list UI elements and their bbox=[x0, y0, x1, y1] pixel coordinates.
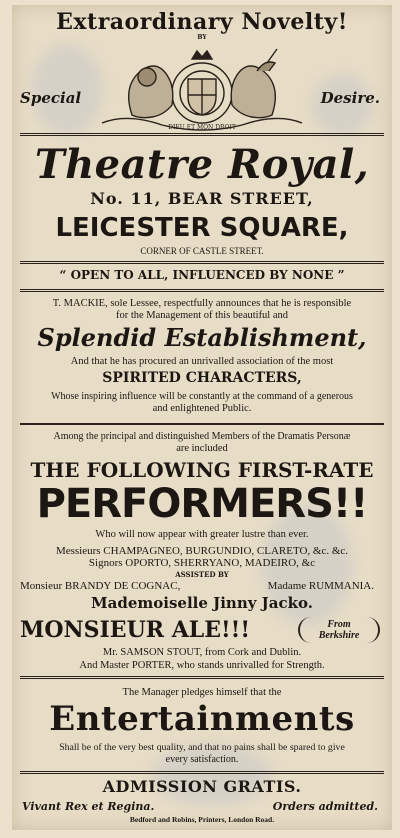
orders-line: Orders admitted. bbox=[272, 800, 378, 813]
playbill bbox=[12, 5, 392, 830]
among-line-2: are included bbox=[176, 443, 228, 454]
performers-heading: PERFORMERS!! bbox=[36, 481, 368, 527]
lessee-line-2: for the Management of this beautiful and bbox=[115, 310, 289, 321]
desire-label: Desire. bbox=[320, 89, 380, 107]
quality-line-1: Shall be of the very best quality, and that no pains shall be spared to give bbox=[59, 742, 345, 753]
jinny-jacko: Mademoiselle Jinny Jacko. bbox=[91, 594, 313, 612]
divider bbox=[20, 133, 384, 136]
special-label: Special bbox=[20, 89, 82, 107]
pledges-line: The Manager pledges himself that the bbox=[122, 687, 282, 698]
theatre-name: Theatre Royal, bbox=[34, 141, 370, 188]
lustre-line: Who will now appear with greater lustre than ever. bbox=[95, 529, 309, 540]
printers-line: Bedford and Robins, Printers, London Road. bbox=[129, 815, 275, 824]
establishment-heading: Splendid Establishment, bbox=[37, 323, 367, 352]
monsieur-ale: MONSIEUR ALE!!! bbox=[20, 617, 250, 643]
messieurs-line: Messieurs CHAMPAGNEO, BURGUNDIO, CLARETO, &c. &c. bbox=[55, 545, 349, 557]
among-line-1: Among the principal and distinguished Members of the Dramatis Personæ bbox=[53, 431, 351, 442]
porter-line: And Master PORTER, who stands unrivalled for Strength. bbox=[79, 660, 325, 671]
spirited-characters: SPIRITED CHARACTERS, bbox=[102, 370, 302, 386]
from-label: From bbox=[327, 619, 351, 630]
stout-line: Mr. SAMSON STOUT, from Cork and Dublin. bbox=[102, 647, 302, 658]
berkshire-label: Berkshire bbox=[318, 630, 360, 641]
brandy-line: Monsieur BRANDY DE COGNAC, bbox=[20, 580, 181, 592]
influence-line-1: Whose inspiring influence will be constantly at the command of a generous bbox=[51, 391, 353, 402]
admission-gratis: ADMISSION GRATIS. bbox=[102, 777, 302, 796]
divider bbox=[20, 423, 384, 425]
theatre-square: LEICESTER SQUARE, bbox=[55, 213, 349, 243]
assisted-by: ASSISTED BY bbox=[175, 570, 229, 579]
by-label: BY bbox=[197, 34, 207, 41]
divider bbox=[20, 289, 384, 292]
royal-coat-of-arms-icon bbox=[92, 45, 312, 131]
divider bbox=[20, 676, 384, 679]
motto: “ OPEN TO ALL, INFLUENCED BY NONE ” bbox=[59, 268, 345, 282]
crest-motto: DIEU ET MON DROIT bbox=[168, 124, 236, 131]
following-first-rate: THE FOLLOWING FIRST-RATE bbox=[30, 458, 374, 482]
theatre-address: No. 11, BEAR STREET, bbox=[90, 189, 314, 208]
signors-line: Signors OPORTO, SHERRYANO, MADEIRO, &c bbox=[88, 557, 316, 569]
procured-line: And that he has procured an unrivalled association of the most bbox=[70, 356, 334, 367]
entertainments-heading: Entertainments bbox=[49, 699, 355, 739]
divider bbox=[20, 771, 384, 774]
rummania-line: Madame RUMMANIA. bbox=[267, 580, 374, 592]
theatre-corner: CORNER OF CASTLE STREET. bbox=[140, 246, 264, 256]
vivant-line: Vivant Rex et Regina. bbox=[22, 800, 155, 813]
divider bbox=[20, 261, 384, 264]
lessee-line-1: T. MACKIE, sole Lessee, respectfully announces that he is responsible bbox=[52, 298, 352, 309]
influence-line-2: and enlightened Public. bbox=[152, 403, 252, 414]
from-berkshire bbox=[298, 617, 380, 643]
headline-novelty: Extraordinary Novelty! bbox=[56, 9, 348, 35]
quality-line-2: every satisfaction. bbox=[165, 754, 239, 765]
